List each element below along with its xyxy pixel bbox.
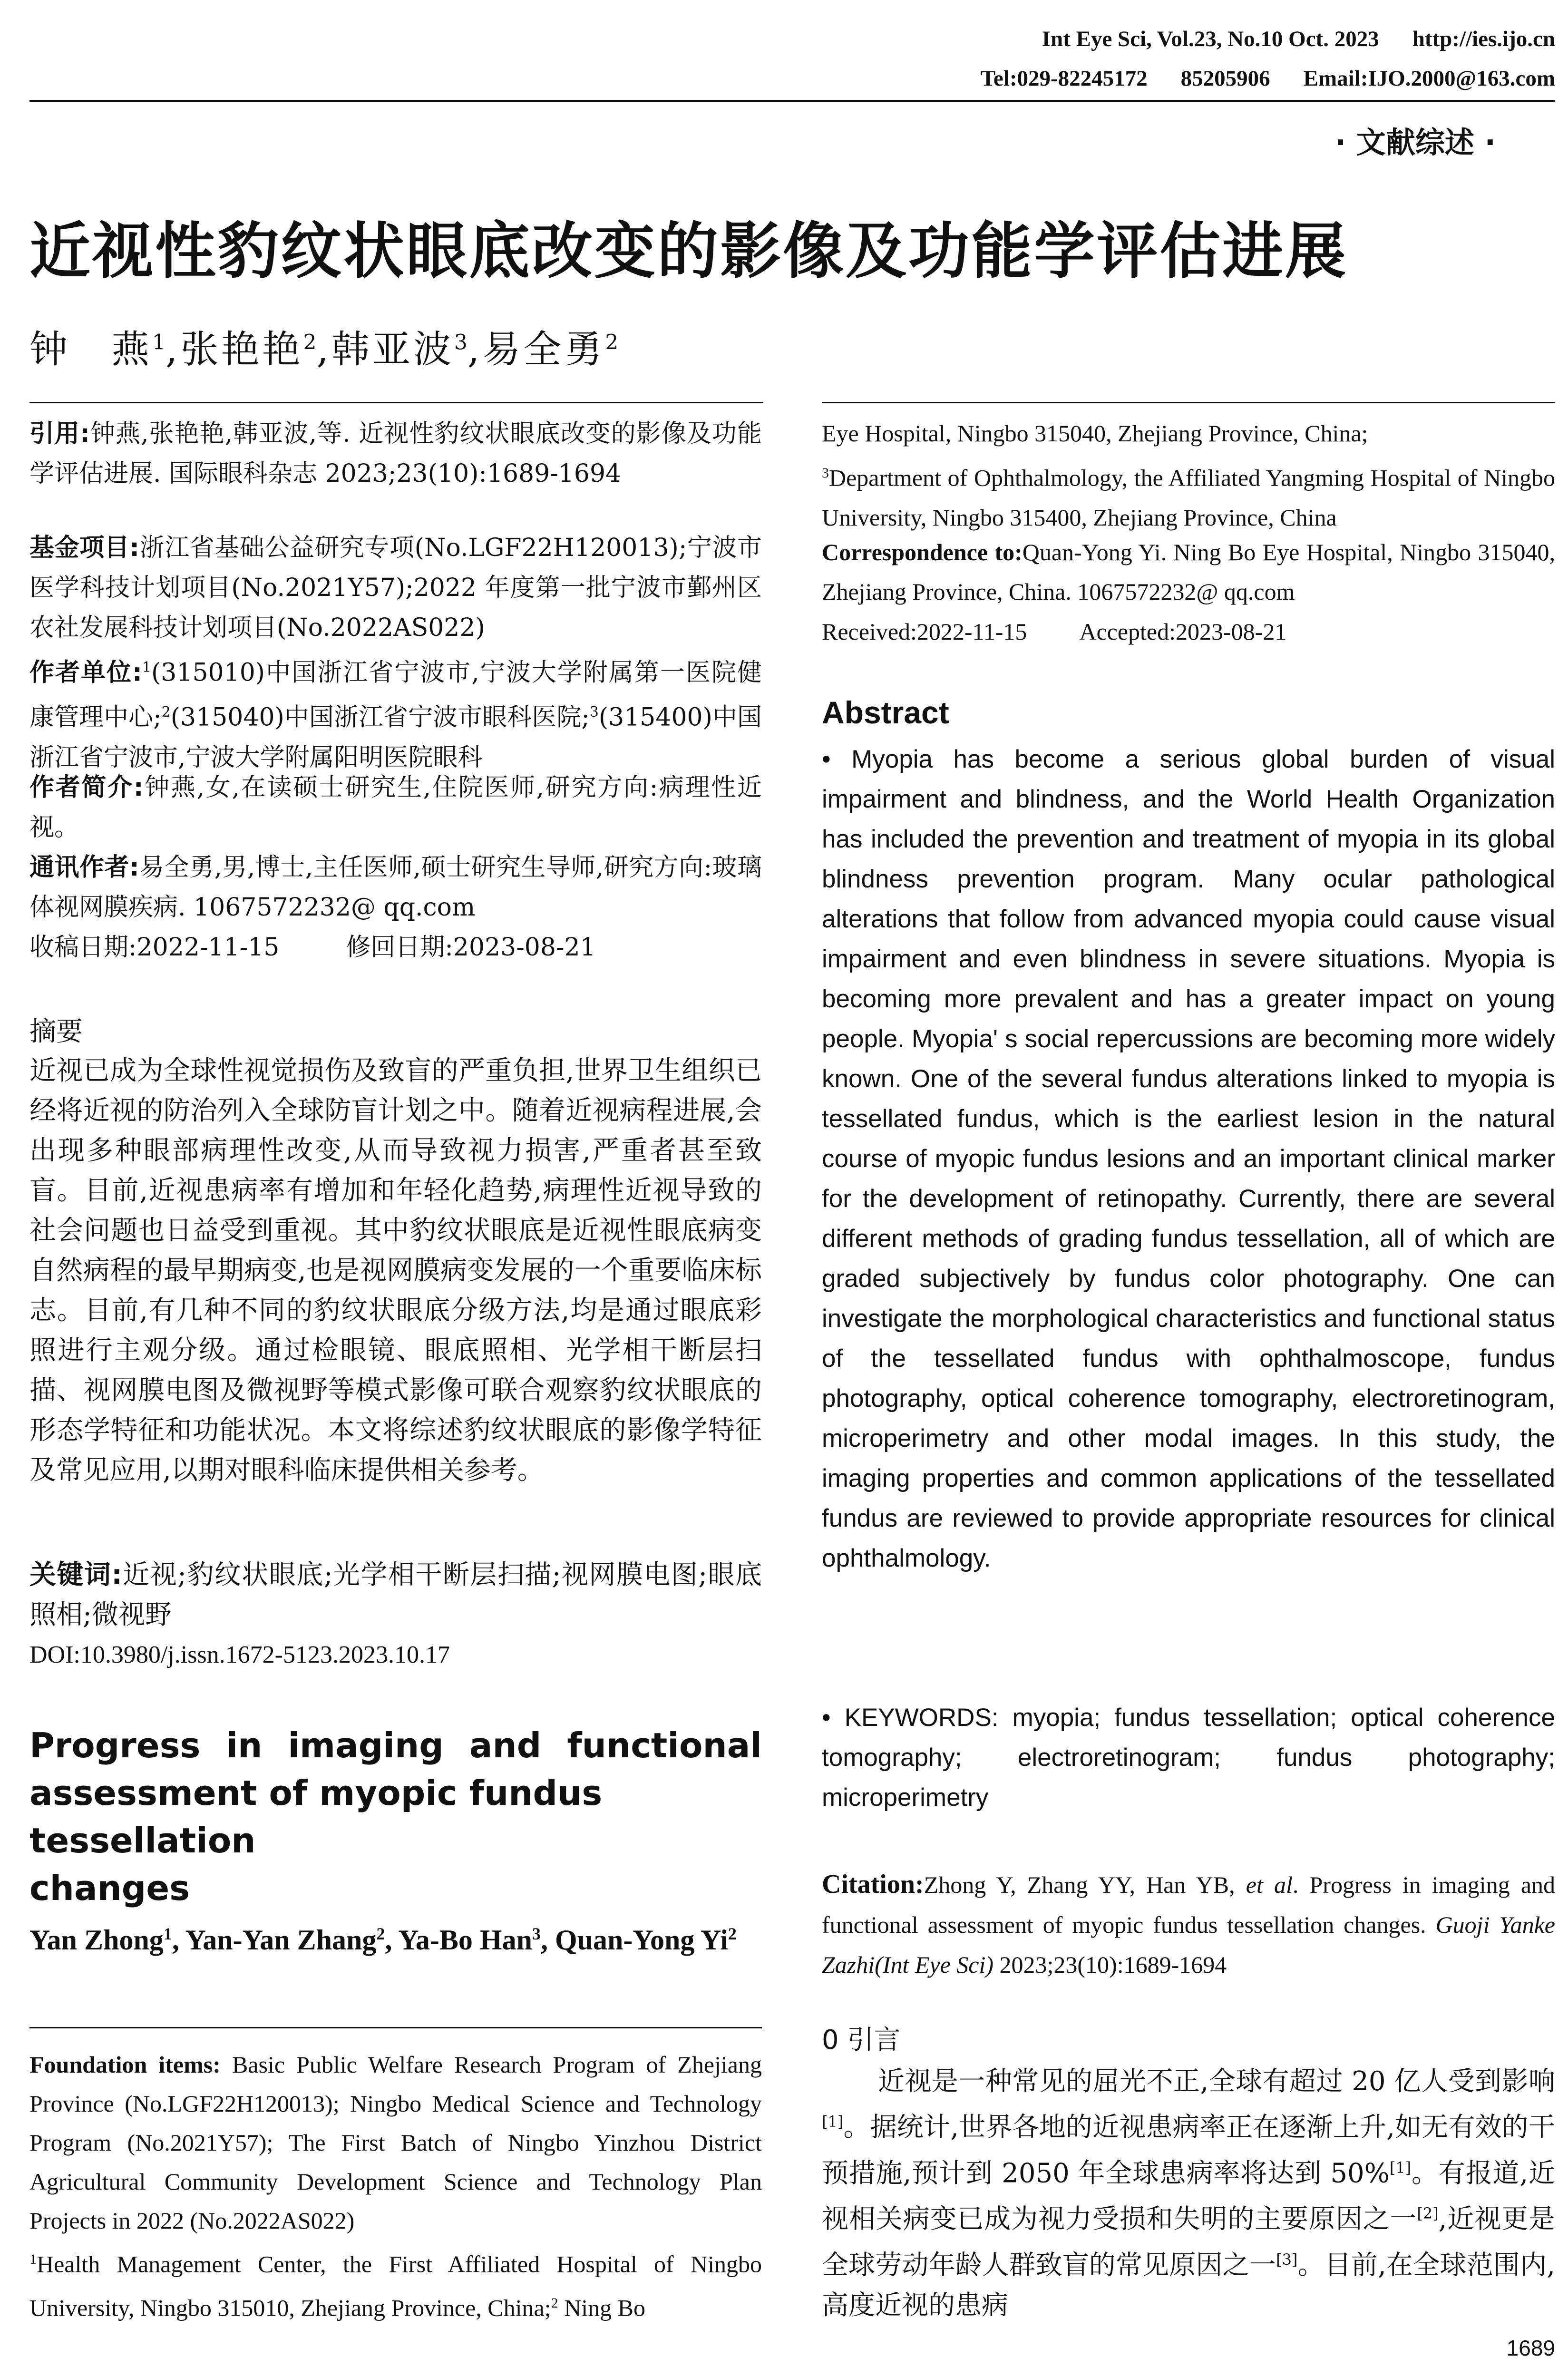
revised-cn: 修回日期:2023-08-21 <box>346 933 596 962</box>
abstract-en: • Myopia has become a serious global burden of visual impairment and blindness, and the World Health Organization has included the prevention and treatment of myopia in its global blindness prevention program. Many ocular pathological alterations that follow from advanced myopia could cause visual impairment and even blindness in severe situations. Myopia is becoming more prevalent and has a greater impact on young people. Myopia' s social repercussions are becoming more widely known. One of the several fundus alterations linked to myopia is tessellated fundus, which is the earliest lesion in the natural course of myopic fundus lesions and an important clinical marker for the development of retinopathy. Currently, there are several different methods of grading fundus tessellation, all of which are graded subjectively by fundus color photography. One can investigate the morphological characteristics and functional status of the tessellated fundus with ophthalmoscope, fundus photography, optical coherence tomography, electroretinogram, microperimetry and other modal images. In this study, the imaging properties and common applications of the tessellated fundus are reviewed to provide appropriate resources for clinical ophthalmology. <box>822 745 1555 1572</box>
keywords-cn-text: 近视;豹纹状眼底;光学相干断层扫描;视网膜电图;眼底照相;微视野 <box>29 1559 762 1630</box>
journal-email[interactable]: Email:IJO.2000@163.com <box>1303 66 1555 91</box>
affil-text: (315040)中国浙江省宁波市眼科医院; <box>170 703 590 732</box>
dates-cn <box>29 927 762 967</box>
affil-text: Ning Bo <box>564 2294 645 2321</box>
affil-text: (315400)中国浙江省宁波市,宁波大学附属阳明医院眼科 <box>29 703 762 772</box>
affil-text: Health Management Center, the First Affiliated Hospital of Ningbo University, Ningbo 315010, Zhejiang Province, China; <box>29 2250 762 2321</box>
title-word: in <box>226 1725 263 1765</box>
keywords-en <box>822 1698 1555 1818</box>
corr-en-text: Quan-Yong Yi. Ning Bo Eye Hospital, Ningbo 315040, Zhejiang Province, China. 1067572232@ qq.com <box>822 539 1555 605</box>
author-affiliation: 2 <box>303 330 317 355</box>
fund-items-cn <box>29 528 762 648</box>
journal-tel2: 85205906 <box>1180 66 1270 91</box>
reference-link[interactable]: [2] <box>1417 2204 1439 2223</box>
author-bio-cn <box>29 768 762 848</box>
author-name: 张艳艳 <box>180 327 303 371</box>
affiliations-cn <box>29 648 762 778</box>
author-affiliation: 2 <box>728 1924 737 1943</box>
reference-link[interactable]: [1] <box>1389 2158 1412 2177</box>
bio-text: 钟燕,女,在读硕士研究生,住院医师,研究方向:病理性近视。 <box>29 773 762 842</box>
intro-text: 。据统计,世界各地的近视患病率正在逐渐上升,如无有效的干预措施,预计到 2050 年全球患病率将达到 50% <box>822 2112 1555 2189</box>
english-title <box>29 1722 762 1912</box>
intro-text: 近视是一种常见的屈光不正,全球有超过 20 亿人受到影响 <box>878 2066 1555 2097</box>
journal-url[interactable]: http://ies.ijo.cn <box>1412 27 1555 51</box>
corresponding-author-cn <box>29 848 762 927</box>
foundation-items-en <box>29 2045 762 2327</box>
english-title-line1 <box>29 1722 762 1769</box>
author-name: 韩亚波 <box>331 327 454 371</box>
affil-mark: 3 <box>589 704 599 721</box>
affil-mark: 1 <box>142 659 151 676</box>
intro-paragraph <box>822 2062 1555 2326</box>
author-affiliation: 2 <box>605 330 619 355</box>
bio-label: 作者简介: <box>29 773 144 802</box>
doi[interactable]: DOI:10.3980/j.issn.1672-5123.2023.10.17 <box>29 1641 450 1668</box>
right-column-rule <box>822 402 1555 403</box>
author-affiliation: 3 <box>454 330 467 355</box>
author-name: 易全勇 <box>482 327 605 371</box>
corr-en-label: Correspondence to: <box>822 539 1023 565</box>
journal-header <box>866 26 1555 52</box>
citation-en-text: 2023;23(10):1689-1694 <box>999 1951 1227 1978</box>
foundation-rule <box>29 2027 762 2028</box>
author-affiliation: 2 <box>376 1924 385 1943</box>
foundation-text: Basic Public Welfare Research Program of Zhejiang Province (No.LGF22H120013); Ningbo Medical Science and Technology Program (No.2021Y57); The First Batch of Ningbo Yinzhou District Agricultural Community Development Science and Technology Plan Projects in 2022 (No.2022AS022) <box>29 2051 762 2234</box>
intro-text: ,近视更是全球劳动年龄人群致盲的常见原因之一 <box>822 2203 1555 2281</box>
article-title: 近视性豹纹状眼底改变的影像及功能学评估进展 <box>29 216 1348 287</box>
fund-label: 基金项目: <box>29 534 140 562</box>
intro-text: 。有报道,近视相关病变已成为视力受损和失明的主要原因之一 <box>822 2158 1555 2235</box>
affil-text: Eye Hospital, Ningbo 315040, Zhejiang Province, China; <box>822 420 1368 447</box>
author-name: Ya-Bo Han <box>398 1924 532 1956</box>
citation-en-text: Zhong Y, Zhang YY, Han YB, <box>924 1871 1235 1898</box>
author-list: 钟 燕$^1$,张艳艳$^2$,韩亚波$^3$,易全勇$^2$ <box>29 327 619 371</box>
intro-heading: 0 引言 <box>822 2025 901 2056</box>
affil-mark: 2 <box>551 2295 558 2311</box>
citation-en <box>822 1864 1555 1985</box>
author-affiliation: 1 <box>152 330 166 355</box>
journal-contact <box>866 66 1555 91</box>
title-word: Progress <box>29 1725 201 1765</box>
affil-mark: 1 <box>29 2251 37 2267</box>
author-name: Yan Zhong <box>29 1924 164 1956</box>
author-name: 钟 燕 <box>29 327 152 371</box>
affil-text: (315010)中国浙江省宁波市,宁波大学附属第一医院健康管理中心; <box>29 658 762 732</box>
received-en: Received:2022-11-15 <box>822 618 1027 645</box>
section-label: · 文献综述 · <box>1334 125 1496 160</box>
foundation-label: Foundation items: <box>29 2051 221 2078</box>
accepted-en: Accepted:2023-08-21 <box>1079 618 1287 645</box>
left-column-rule <box>29 402 763 403</box>
citation-cn-text: 钟燕,张艳艳,韩亚波,等. 近视性豹纹状眼底改变的影像及功能学评估进展. 国际眼科杂志 2023;23(10):1689-1694 <box>29 419 762 488</box>
citation-en-label: Citation: <box>822 1870 924 1899</box>
affil-label: 作者单位: <box>29 658 142 687</box>
fund-text: 浙江省基础公益研究专项(No.LGF22H120013);宁波市医学科技计划项目(No.2021Y57);2022 年度第一批宁波市鄞州区农社发展科技计划项目(No.2022AS022) <box>29 534 762 642</box>
abstract-en-heading: Abstract <box>822 695 949 730</box>
intro-text: 。目前,在全球范围内,高度近视的患病 <box>822 2250 1555 2321</box>
title-word: and <box>469 1725 542 1765</box>
journal-tel: Tel:029-82245172 <box>980 66 1148 91</box>
keywords-en-label: • KEYWORDS: <box>822 1704 999 1732</box>
english-title-line2: assessment of myopic fundus tessellation <box>29 1773 603 1861</box>
received-cn: 收稿日期:2022-11-15 <box>29 933 280 962</box>
corr-label: 通讯作者: <box>29 853 139 882</box>
corr-text: 易全勇,男,博士,主任医师,硕士研究生导师,研究方向:玻璃体视网膜疾病. 1067572232@ qq.com <box>29 853 762 922</box>
keywords-cn <box>29 1555 762 1635</box>
citation-etal: et al <box>1246 1871 1293 1898</box>
keywords-en-text: myopia; fundus tessellation; optical coherence tomography; electroretinogram; fundus photography; microperimetry <box>822 1704 1555 1812</box>
page-number: 1689 <box>1506 2336 1555 2360</box>
citation-en-text: . Progress in imaging and functional assessment of myopic fundus tessellation changes. <box>822 1871 1556 1938</box>
affiliations-en-cont <box>822 414 1555 537</box>
journal-info: Int Eye Sci, Vol.23, No.10 Oct. 2023 <box>1042 27 1379 51</box>
author-name: Quan-Yong Yi <box>555 1924 728 1956</box>
affil-text: Department of Ophthalmology, the Affiliated Yangming Hospital of Ningbo University, Ningbo 315400, Zhejiang Province, China <box>822 464 1555 531</box>
header-rule <box>29 100 1555 102</box>
citation-cn-label: 引用: <box>29 419 90 448</box>
abstract-cn-heading: 摘要 <box>29 1016 83 1047</box>
reference-link[interactable]: [3] <box>1276 2250 1298 2269</box>
dates-en <box>822 612 1555 652</box>
title-word: imaging <box>288 1725 444 1765</box>
title-word: functional <box>567 1725 762 1765</box>
citation-journal: Guoji Yanke Zazhi(Int Eye Sci) <box>822 1911 1555 1978</box>
affil-mark: 2 <box>161 704 171 721</box>
citation-cn <box>29 414 762 494</box>
author-affiliation: 1 <box>163 1924 172 1943</box>
english-title-line3: changes <box>29 1868 190 1908</box>
english-author-list: Yan Zhong$^1$, Yan-Yan Zhang$^2$, Ya-Bo Han$^3$, Quan-Yong Yi$^2$ <box>29 1924 737 1956</box>
author-affiliation: 3 <box>532 1924 541 1943</box>
correspondence-en <box>822 533 1555 612</box>
affil-mark: 3 <box>822 465 829 481</box>
reference-link[interactable]: [1] <box>822 2113 844 2131</box>
keywords-cn-label: 关键词: <box>29 1559 122 1590</box>
abstract-cn: 近视已成为全球性视觉损伤及致盲的严重负担,世界卫生组织已经将近视的防治列入全球防盲计划之中。随着近视病程进展,会出现多种眼部病理性改变,从而导致视力损害,严重者甚至致盲。目前,近视患病率有增加和年轻化趋势,病理性近视导致的社会问题也日益受到重视。其中豹纹状眼底是近视性眼底病变自然病程的最早期病变,也是视网膜病变发展的一个重要临床标志。目前,有几种不同的豹纹状眼底分级方法,均是通过眼底彩照进行主观分级。通过检眼镜、眼底照相、光学相干断层扫描、视网膜电图及微视野等模式影像可联合观察豹纹状眼底的形态学特征和功能状况。本文将综述豹纹状眼底的影像学特征及常见应用,以期对眼科临床提供相关参考。 <box>29 1055 762 1486</box>
author-name: Yan-Yan Zhang <box>185 1924 377 1956</box>
